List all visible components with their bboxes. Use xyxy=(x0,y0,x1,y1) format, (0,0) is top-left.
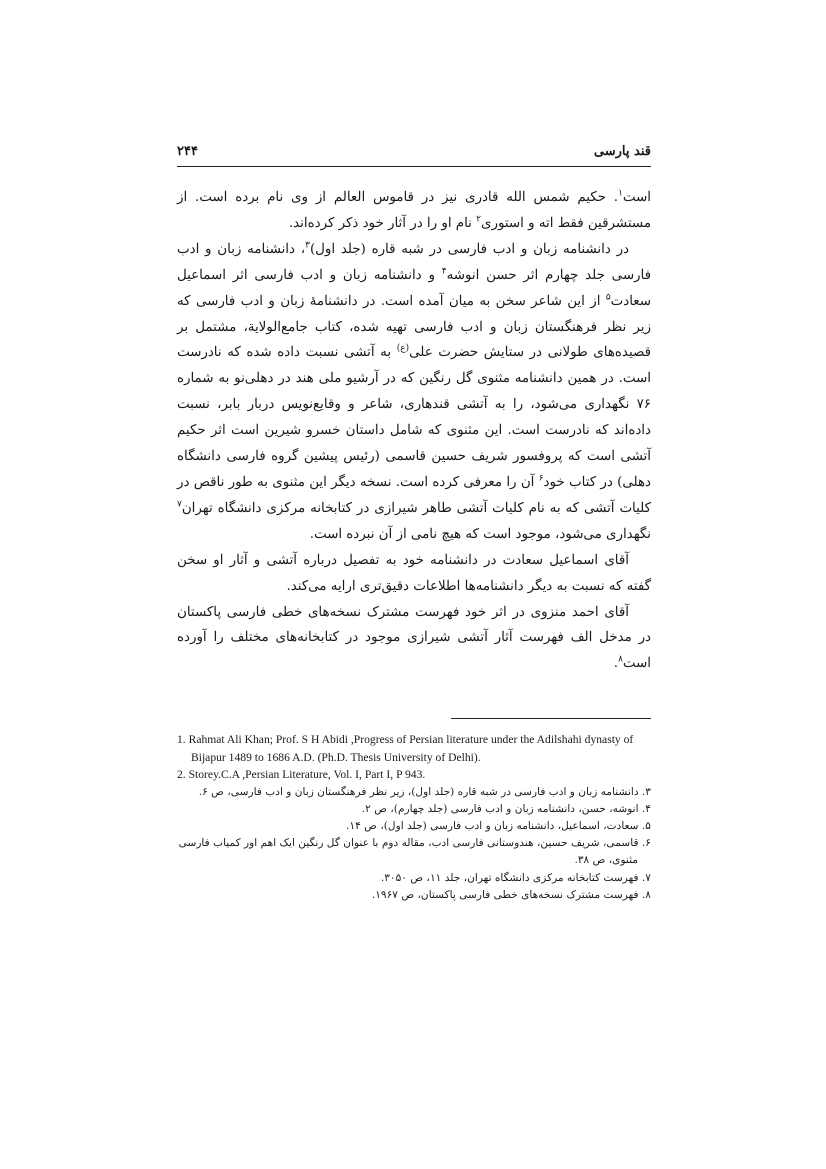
footnote-5: ۵. سعادت، اسماعیل، دانشنامه زبان و ادب فارسی (جلد اول)، ص ۱۴. xyxy=(346,819,651,832)
footnote-separator xyxy=(451,718,651,719)
footnote-ref-3: ۳ xyxy=(305,240,310,251)
text-run: به آتشی نسبت داده شده که نادرست است. در همین دانشنامه مثنوی گل رنگین که در آرشیو ملی هند در دهلی‌نو به شماره ۷۶ نگهداری می‌شود، را به آتشی قندهاری، شاعر و وقایع‌نویس دربار بابر، نسبت داده‌اند که نادرست است. این مثنوی که شامل داستان خسرو شیرین است اثر حکیم آتشی است که پروفسور شریف حسین قاسمی (رئیس پیشین گروه فارسی دانشگاه دهلی) در کتاب خود xyxy=(177,345,651,490)
footnote-1: 1. Rahmat Ali Khan; Prof. S H Abidi ,Progress of Persian literature under the Adilshahi dynasty of Bijapur 1489 to 1686 A.D. (Ph.D. Thesis University of Delhi). xyxy=(177,733,634,764)
text-run: . xyxy=(613,656,619,672)
paragraph-1 xyxy=(177,185,651,237)
footnote-ref-1: ۱ xyxy=(618,188,623,199)
footnote-ref-2: ۲ xyxy=(476,214,482,225)
text-run: از این شاعر سخن به میان آمده است. در دانشنامۀ زبان و ادب فارسی که زیر نظر فرهنگستان زبان و ادب فارسی تهیه شده، کتاب جامع‌الولایة، مشتمل بر قصیده‌های طولانی در ستایش حضرت علی xyxy=(177,293,652,361)
footnote-ref-7: ۷ xyxy=(177,499,182,510)
footnote-2: 2. Storey.C.A ,Persian Literature, Vol. I, Part I, P 943. xyxy=(177,768,426,781)
footnote-ref-8: ۸ xyxy=(618,654,623,665)
text-run: نام او را در آثار خود ذکر کرده‌اند. xyxy=(288,215,477,231)
text-run: است xyxy=(622,190,651,205)
text-run: آقای احمد منزوی در اثر خود فهرست مشترک نسخه‌های خطی فارسی پاکستان در مدخل الف فهرست آثار آتشی شیرازی موجود در کتابخانه‌های مختلف را آورده است xyxy=(177,604,651,672)
running-title: قند پارسی xyxy=(593,144,651,159)
footnote-6: ۶. قاسمی، شریف حسین، هندوستانی فارسی ادب، مقاله دوم با عنوان گل رنگین ایک اهم اور کمیاب فارسی مثنوی، ص ۳۸. xyxy=(178,837,651,867)
text-run: نگهداری می‌شود، موجود است که هیچ نامی از آن نبرده است. xyxy=(309,526,651,542)
footnote-ref-5: ۵ xyxy=(605,292,611,303)
page-number: ۲۴۴ xyxy=(177,144,198,159)
footnote-7: ۷. فهرست کتابخانه مرکزی دانشگاه تهران، جلد ۱۱، ص ۳۰۵۰. xyxy=(380,871,651,884)
footnote-ref-6: ۶ xyxy=(538,473,544,484)
footnote-4: ۴. انوشه، حسن، دانشنامه زبان و ادب فارسی (جلد چهارم)، ص ۲. xyxy=(361,802,651,815)
honorific-mark: (ع) xyxy=(396,343,410,354)
text-run: ، دانشنامه زبان و ادب فارسی جلد چهارم اثر حسن انوشه xyxy=(177,241,651,283)
text-run: در دانشنامه زبان و ادب فارسی در شبه قاره (جلد اول) xyxy=(309,241,629,257)
footnote-ref-4: ۴ xyxy=(441,266,447,277)
footnotes xyxy=(177,731,651,904)
body-text xyxy=(177,185,651,677)
text-run: آن را معرفی کرده است. نسخه دیگر این مثنوی به طور ناقص در کلیات آتشی که به نام کلیات آتشی طاهر شیرازی در کتابخانه مرکزی دانشگاه تهران xyxy=(177,474,651,516)
footnote-8: ۸. فهرست مشترک نسخه‌های خطی فارسی پاکستان، ص ۱۹۶۷. xyxy=(371,888,651,901)
paragraph-2 xyxy=(177,237,651,548)
paragraph-4 xyxy=(177,600,651,678)
running-header xyxy=(177,144,651,167)
paragraph-3: آقای اسماعیل سعادت در دانشنامه خود به تفصیل درباره آتشی و آثار او سخن گفته که نسبت به دیگر دانشنامه‌ها اطلاعات دقیق‌تری ارایه می‌کند. xyxy=(177,552,651,594)
text-run: و دانشنامه زبان و ادب فارسی اثر اسماعیل سعادت xyxy=(177,267,651,309)
footnote-3: ۳. دانشنامه زبان و ادب فارسی در شبه قاره (جلد اول)، زیر نظر فرهنگستان زبان و ادب فارسی، ص ۶. xyxy=(198,785,651,798)
text-run: . حکیم شمس الله قادری نیز در قاموس العالم از وی نام برده است. از مستشرقین فقط اته و استوری xyxy=(177,190,651,231)
